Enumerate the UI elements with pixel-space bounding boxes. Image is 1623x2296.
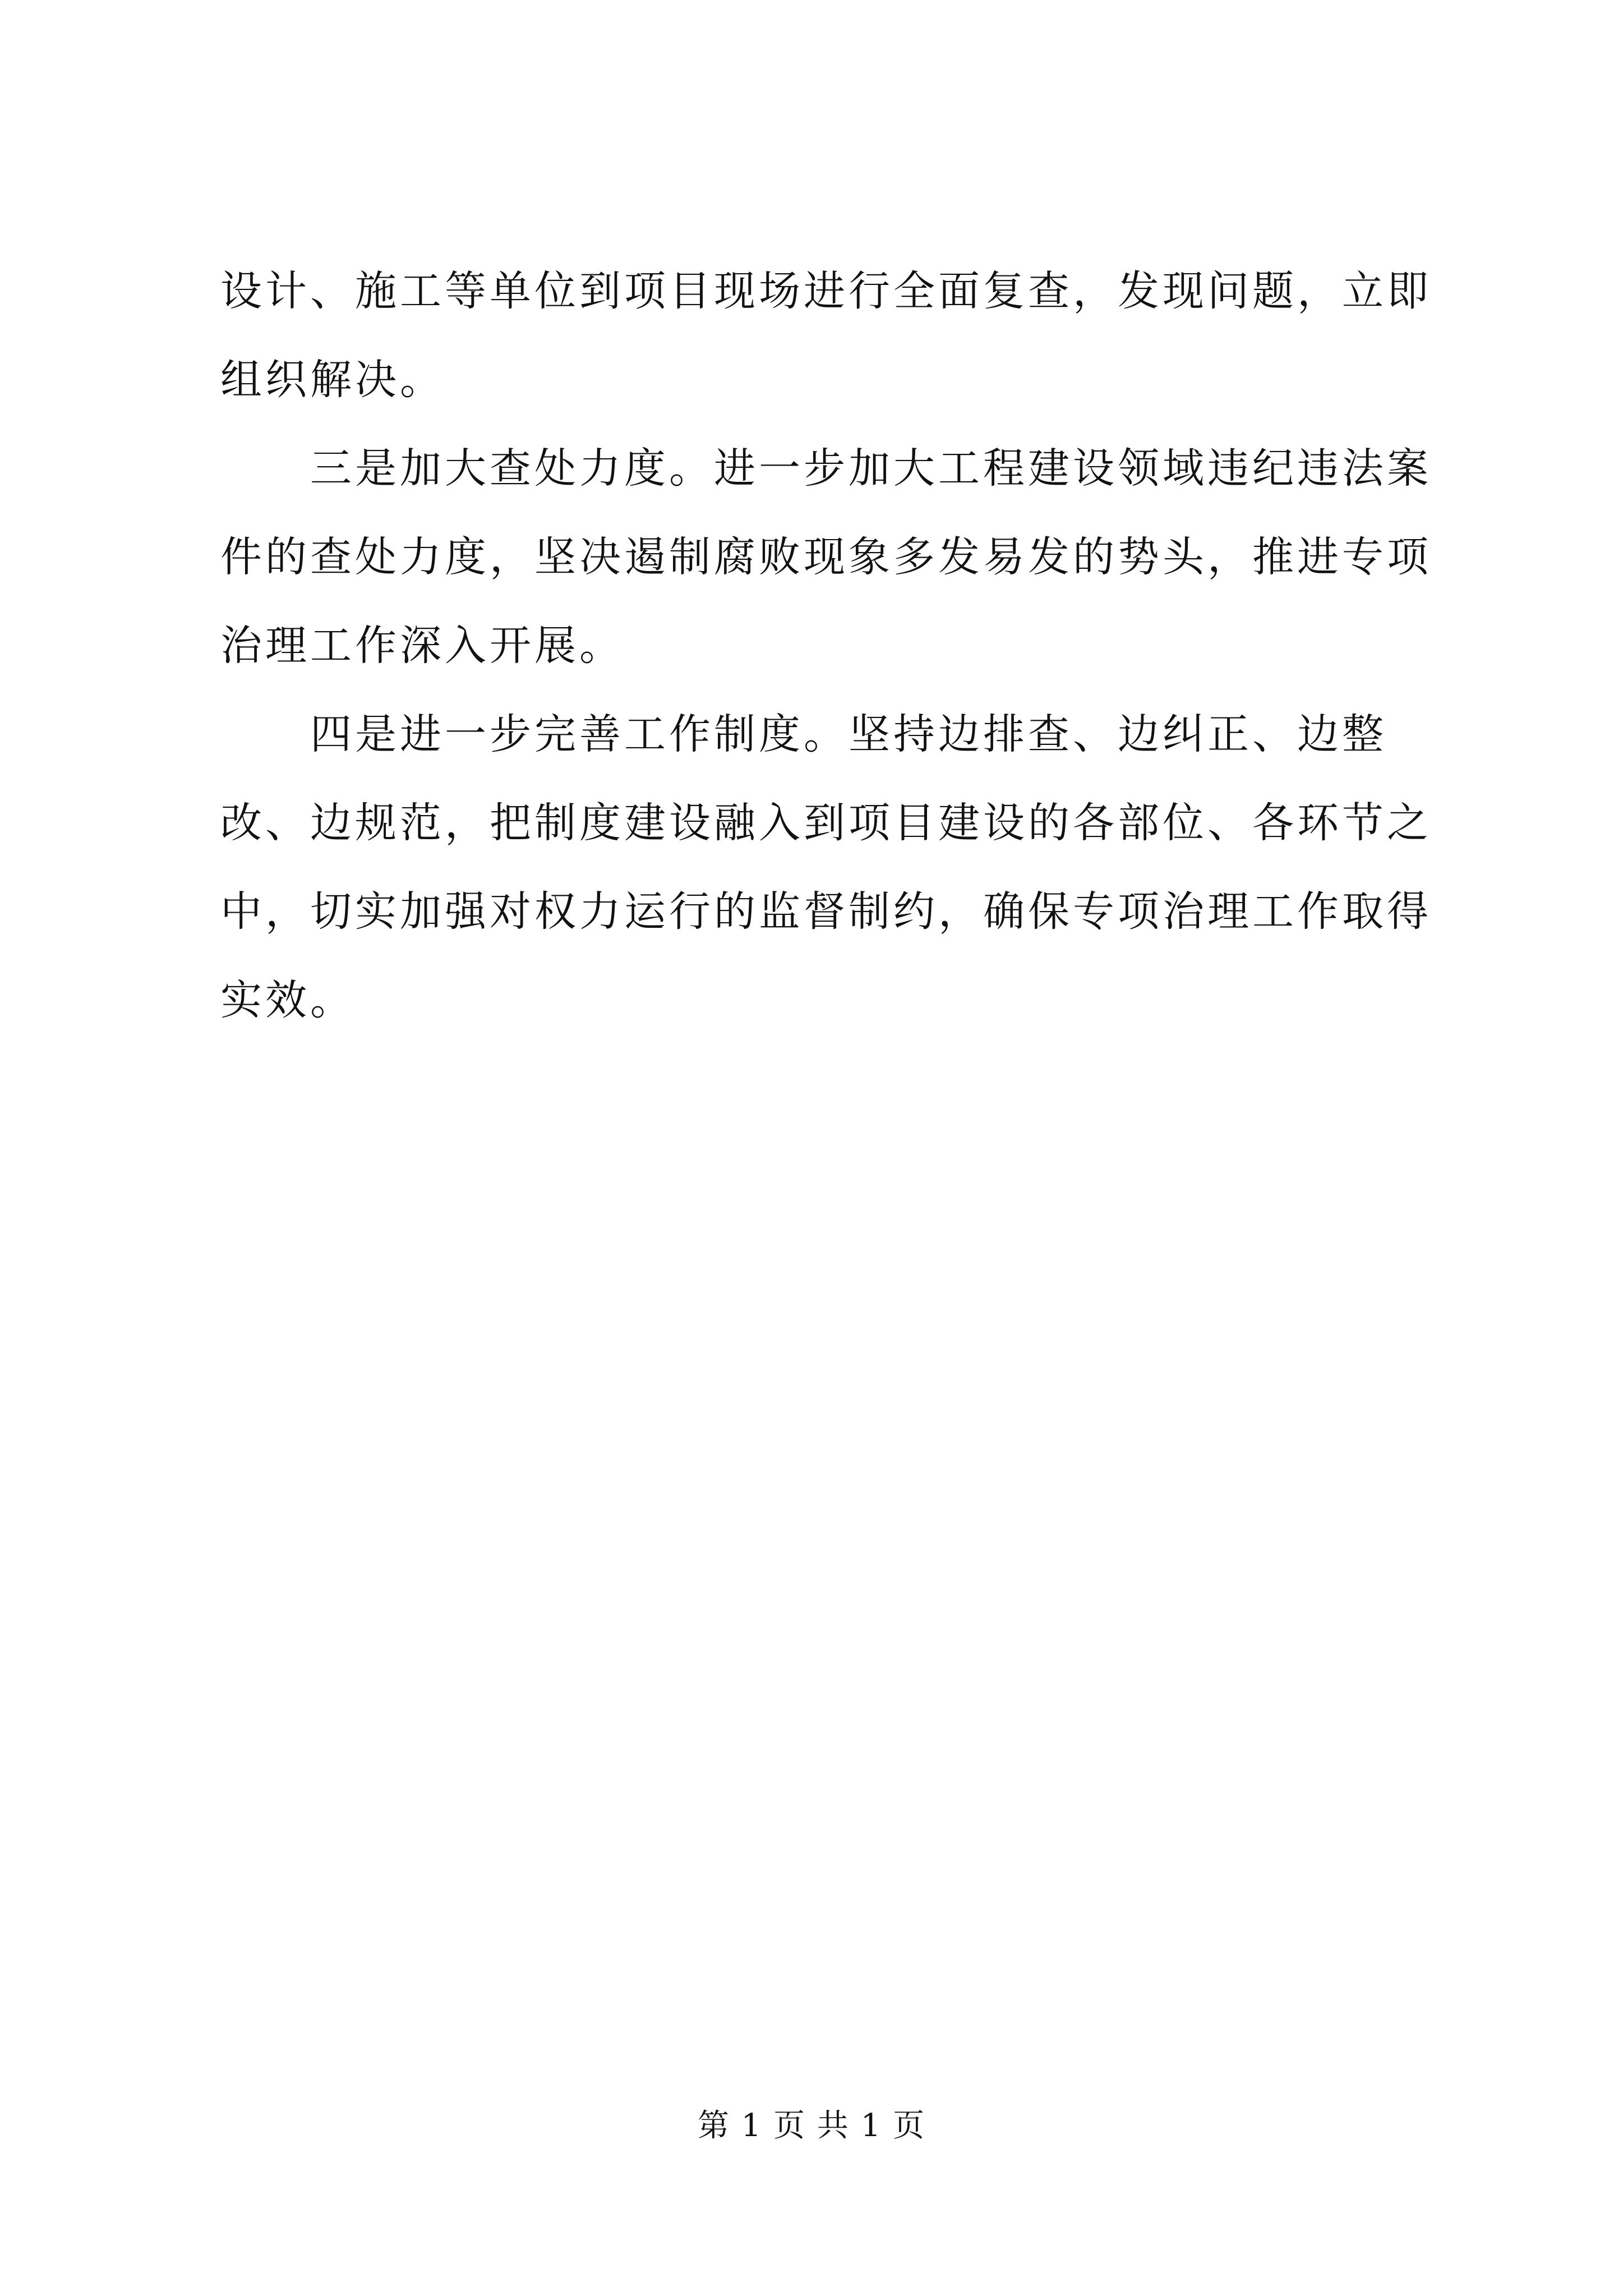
paragraph-continuation: 设计、施工等单位到项目现场进行全面复查，发现问题，立即组织解决。 [220,267,1432,404]
page-footer: 第 1 页 共 1 页 [697,2108,926,2144]
paragraph-item-four: 四是进一步完善工作制度。坚持边排查、边纠正、边整改、边规范，把制度建设融入到项目建设的各部位、各环节之中，切实加强对权力运行的监督制约，确保专项治理工作取得实效。 [220,710,1432,1024]
document-body [220,247,1443,1045]
paragraph-item-three: 三是加大查处力度。进一步加大工程建设领域违纪违法案件的查处力度，坚决遏制腐败现象多发易发的势头，推进专项治理工作深入开展。 [220,444,1432,670]
